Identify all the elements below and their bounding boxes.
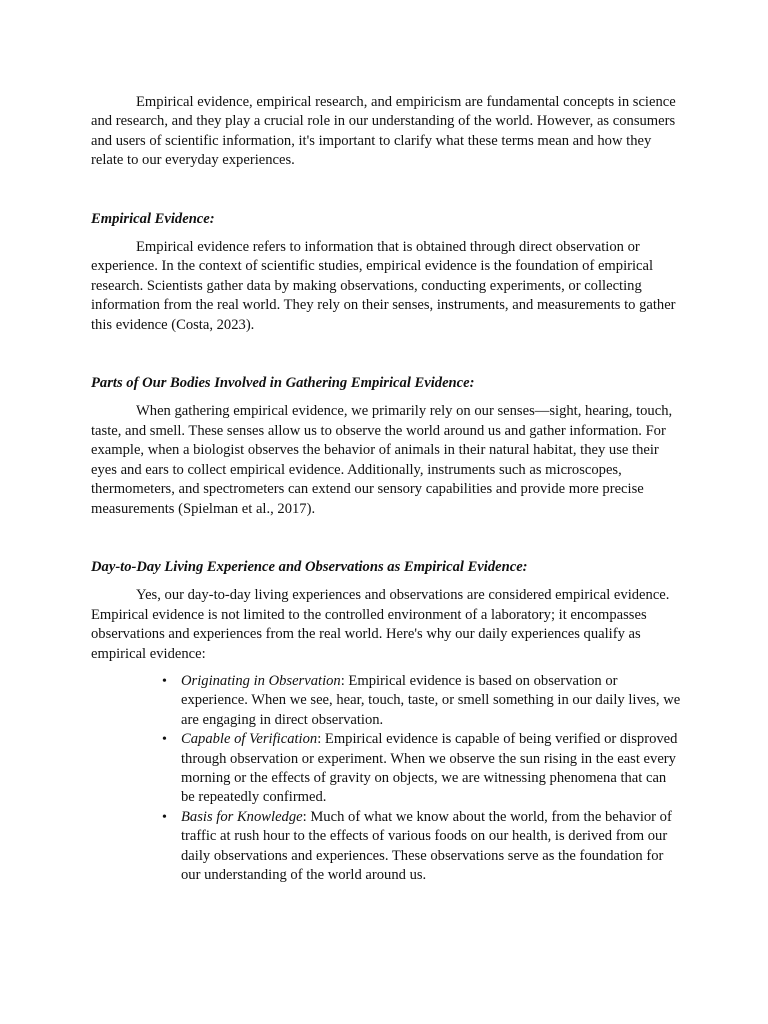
bullet-term: Capable of Verification — [181, 731, 318, 748]
section-heading-body-parts: Parts of Our Bodies Involved in Gathering Empirical Evidence: — [91, 375, 475, 392]
bullet-list — [91, 672, 681, 885]
section-heading-empirical-evidence: Empirical Evidence: — [91, 210, 215, 227]
section-body-body-parts: When gathering empirical evidence, we primarily rely on our senses—sight, hearing, touch, taste, and smell. These senses allow us to observe the world around us and gather information. For example, when a biologist observes the behavior of animals in their natural habitat, they use their eyes and ears to collect empirical evidence. Additionally, instruments such as microscopes, thermometers, and spectrometers can extend our sensory capabilities and provide more precise measurements (Spielman et al., 2017). — [91, 403, 673, 517]
section-body-empirical-evidence: Empirical evidence refers to information that is obtained through direct observation or experience. In the context of scientific studies, empirical evidence is the foundation of empirical research. Scientists gather data by making observations, conducting experiments, or collecting information from the real world. They rely on their senses, instruments, and measurements to gather this evidence (Costa, 2023). — [91, 239, 676, 333]
bullet-text: : Much of what we know about the world, from the behavior of traffic at rush hour to the effects of various foods on our health, is derived from our daily observations and experiences. These observations serve as the foundation for our understanding of the world around us. — [181, 808, 672, 883]
bullet-icon: • — [162, 809, 167, 825]
section-body-day-to-day: Yes, our day-to-day living experiences and observations are considered empirical evidence. Empirical evidence is not limited to the controlled environment of a laboratory; it encompasses observations and experiences from the real world. Here's why our daily experiences qualify as empirical evidence: — [91, 587, 670, 662]
bullet-icon: • — [162, 673, 167, 689]
bullet-text: : Empirical evidence is based on observation or experience. When we see, hear, touch, taste, or smell something in our daily lives, we are engaging in direct observation. — [181, 672, 681, 728]
document-page — [91, 93, 681, 885]
list-item — [162, 672, 681, 730]
list-item — [162, 808, 681, 886]
bullet-term: Basis for Knowledge — [181, 808, 303, 825]
intro-paragraph: Empirical evidence, empirical research, and empiricism are fundamental concepts in science and research, and they play a crucial role in our understanding of the world. However, as consumers and users of scientific information, it's important to clarify what these terms mean and how they relate to our everyday experiences. — [91, 94, 676, 169]
section-heading-day-to-day: Day-to-Day Living Experience and Observations as Empirical Evidence: — [91, 558, 528, 575]
bullet-icon: • — [162, 732, 167, 748]
bullet-text: : Empirical evidence is capable of being verified or disproved through observation or experiment. When we observe the sun rising in the east every morning or the effects of gravity on objects, we are witnessing phenomena that can be repeatedly confirmed. — [181, 731, 678, 806]
list-item — [162, 730, 681, 808]
bullet-term: Originating in Observation — [181, 672, 341, 689]
